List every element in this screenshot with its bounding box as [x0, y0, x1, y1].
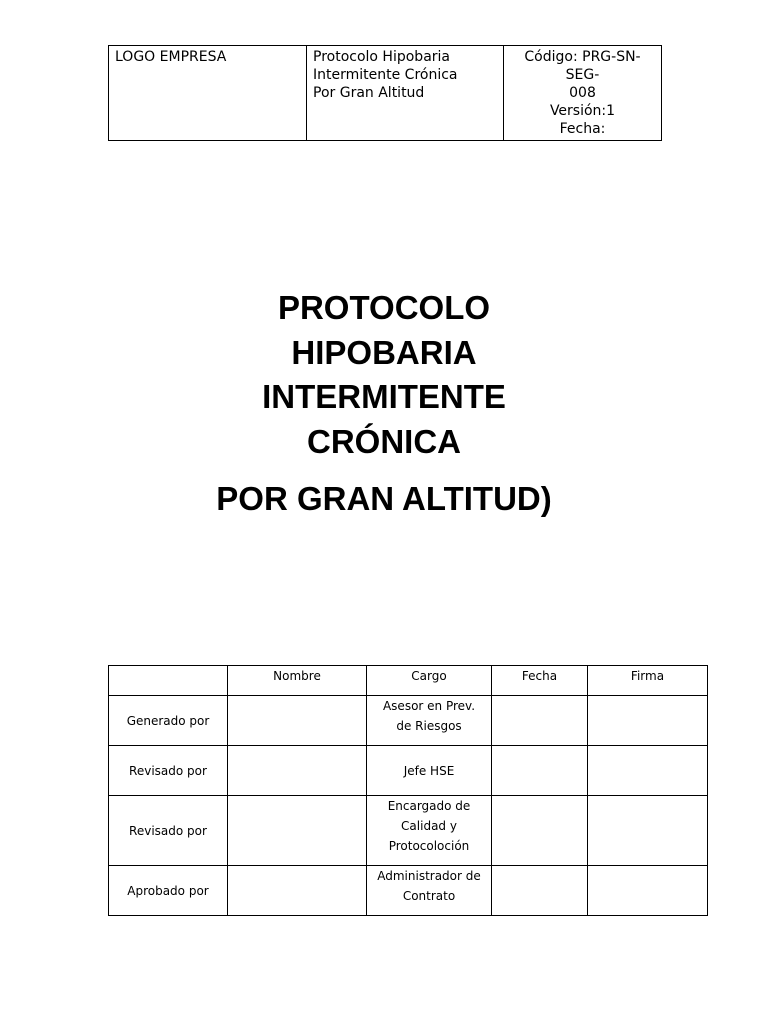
name-cell — [228, 866, 367, 916]
cargo-cell — [367, 866, 492, 916]
table-row — [109, 866, 708, 916]
cargo-line: de Riesgos — [396, 719, 462, 733]
document-title-line: Intermitente Crónica — [313, 67, 458, 83]
approval-table — [108, 665, 708, 916]
signature-cell — [588, 696, 708, 746]
cargo-cell — [367, 696, 492, 746]
company-logo-placeholder: LOGO EMPRESA — [115, 49, 227, 65]
date-cell — [492, 746, 588, 796]
table-row — [109, 796, 708, 866]
column-header-name: Nombre — [228, 666, 367, 696]
document-title-cell — [307, 46, 504, 141]
column-header-date: Fecha — [492, 666, 588, 696]
column-header-role — [109, 666, 228, 696]
cargo-cell — [367, 796, 492, 866]
cargo-line: Calidad y — [401, 819, 457, 833]
role-cell: Revisado por — [109, 746, 228, 796]
signature-cell — [588, 796, 708, 866]
signature-cell — [588, 746, 708, 796]
document-title-line: Protocolo Hipobaria — [313, 49, 450, 65]
cargo-line: Asesor en Prev. — [382, 699, 476, 713]
signature-cell — [588, 866, 708, 916]
role-cell: Generado por — [109, 696, 228, 746]
main-title-line: CRÓNICA — [307, 422, 461, 460]
document-code-continued: 008 — [569, 85, 596, 101]
main-title — [0, 286, 768, 464]
column-header-cargo: Cargo — [367, 666, 492, 696]
main-title-line: INTERMITENTE — [262, 378, 506, 415]
header-row — [109, 46, 662, 141]
main-title-line: PROTOCOLO — [277, 289, 491, 326]
document-code: Código: PRG-SN-SEG- — [524, 49, 641, 83]
table-row — [109, 746, 708, 796]
main-title-line: HIPOBARIA — [291, 333, 477, 371]
document-meta-cell — [504, 46, 662, 141]
table-row — [109, 696, 708, 746]
role-cell: Revisado por — [109, 796, 228, 866]
name-cell — [228, 796, 367, 866]
column-header-signature: Firma — [588, 666, 708, 696]
cargo-line: Jefe HSE — [403, 763, 455, 778]
cargo-line: Administrador de — [377, 869, 481, 883]
approval-table-header-row — [109, 666, 708, 696]
cargo-line: Encargado de — [387, 799, 471, 813]
cargo-line: Protocoloción — [388, 839, 470, 853]
document-header-table — [108, 45, 662, 141]
name-cell — [228, 696, 367, 746]
name-cell — [228, 746, 367, 796]
date-cell — [492, 796, 588, 866]
role-cell: Aprobado por — [109, 866, 228, 916]
main-subtitle: POR GRAN ALTITUD) — [216, 480, 552, 517]
document-date-label: Fecha: — [559, 121, 606, 137]
document-version: Versión:1 — [549, 103, 616, 119]
logo-cell — [109, 46, 307, 141]
cargo-cell — [367, 746, 492, 796]
document-title-line: Por Gran Altitud — [313, 85, 425, 101]
date-cell — [492, 866, 588, 916]
cargo-line: Contrato — [402, 889, 456, 903]
date-cell — [492, 696, 588, 746]
